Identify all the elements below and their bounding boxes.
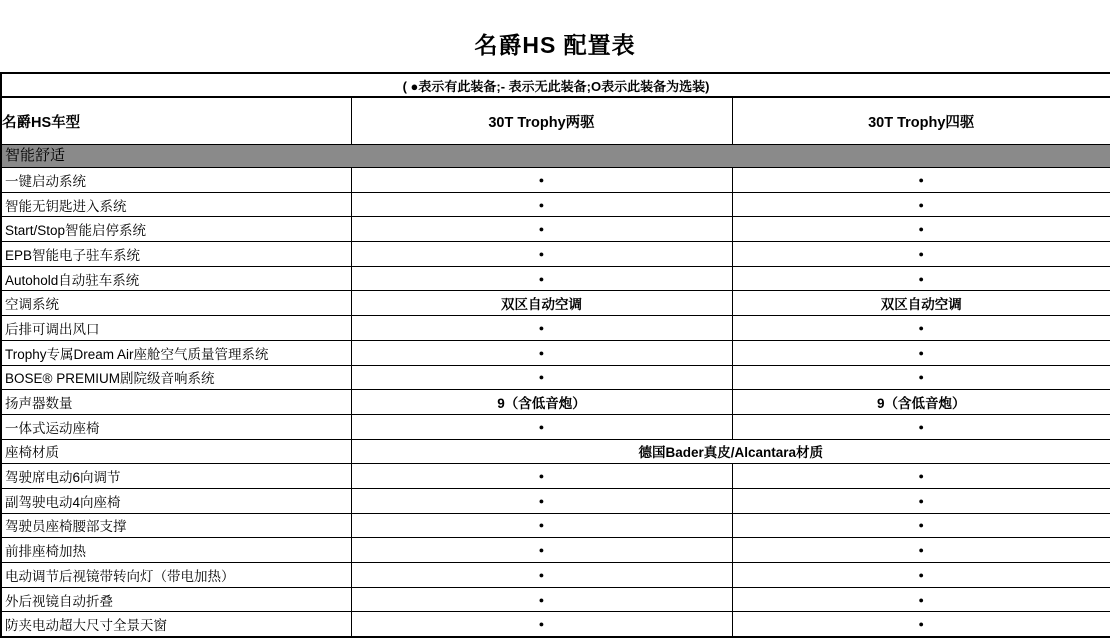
value-cell: ● (732, 217, 1110, 242)
value-cell: 9（含低音炮） (732, 390, 1110, 415)
section-header-label: 智能舒适 (1, 145, 1110, 168)
config-table (0, 72, 1110, 638)
table-row (1, 340, 1110, 365)
column-header-trim-4wd: 30T Trophy四驱 (732, 97, 1110, 145)
feature-cell: 电动调节后视镜带转向灯（带电加热） (1, 563, 351, 588)
column-header-trim-2wd: 30T Trophy两驱 (351, 97, 732, 145)
value-cell: ● (732, 242, 1110, 267)
value-cell: ● (351, 217, 732, 242)
table-row (1, 291, 1110, 316)
value-cell: ● (351, 563, 732, 588)
table-row (1, 587, 1110, 612)
feature-cell: 智能无钥匙进入系统 (1, 192, 351, 217)
table-row (1, 612, 1110, 637)
table-row (1, 217, 1110, 242)
value-cell: 9（含低音炮） (351, 390, 732, 415)
feature-cell: 防夹电动超大尺寸全景天窗 (1, 612, 351, 637)
feature-cell: Autohold自动驻车系统 (1, 266, 351, 291)
feature-cell: 外后视镜自动折叠 (1, 587, 351, 612)
value-cell: ● (732, 612, 1110, 637)
feature-cell: 驾驶员座椅腰部支撑 (1, 513, 351, 538)
value-cell: ● (732, 488, 1110, 513)
feature-cell: 一键启动系统 (1, 168, 351, 193)
value-cell: ● (351, 365, 732, 390)
value-cell: ● (732, 587, 1110, 612)
feature-cell: 副驾驶电动4向座椅 (1, 488, 351, 513)
value-cell: ● (732, 340, 1110, 365)
value-cell: ● (351, 266, 732, 291)
table-row (1, 513, 1110, 538)
column-header-model: 名爵HS车型 (1, 97, 351, 145)
section-row (1, 145, 1110, 168)
value-cell: ● (351, 242, 732, 267)
value-cell: ● (351, 538, 732, 563)
value-cell: ● (732, 266, 1110, 291)
table-row (1, 365, 1110, 390)
header-row (1, 97, 1110, 145)
table-row (1, 538, 1110, 563)
table-row (1, 242, 1110, 267)
legend-text: ( ●表示有此装备;- 表示无此装备;O表示此装备为选装) (1, 73, 1110, 97)
feature-cell: 前排座椅加热 (1, 538, 351, 563)
table-row (1, 464, 1110, 489)
value-cell: 双区自动空调 (351, 291, 732, 316)
feature-cell: 扬声器数量 (1, 390, 351, 415)
value-cell: ● (732, 365, 1110, 390)
value-cell: 双区自动空调 (732, 291, 1110, 316)
table-row (1, 414, 1110, 439)
feature-cell: Start/Stop智能启停系统 (1, 217, 351, 242)
table-row (1, 168, 1110, 193)
feature-cell: 后排可调出风口 (1, 316, 351, 341)
table-row (1, 390, 1110, 415)
value-cell: ● (732, 563, 1110, 588)
value-cell: ● (732, 464, 1110, 489)
table-row (1, 316, 1110, 341)
feature-cell: 一体式运动座椅 (1, 414, 351, 439)
feature-cell: 座椅材质 (1, 439, 351, 464)
value-cell: ● (351, 513, 732, 538)
table-row (1, 439, 1110, 464)
legend-row (1, 73, 1110, 97)
value-cell: ● (732, 513, 1110, 538)
merged-value-cell: 德国Bader真皮/Alcantara材质 (351, 439, 1110, 464)
value-cell: ● (351, 488, 732, 513)
value-cell: ● (732, 192, 1110, 217)
value-cell: ● (351, 587, 732, 612)
config-table-body (1, 168, 1110, 637)
feature-cell: 空调系统 (1, 291, 351, 316)
value-cell: ● (732, 538, 1110, 563)
table-row (1, 192, 1110, 217)
table-row (1, 488, 1110, 513)
value-cell: ● (351, 612, 732, 637)
feature-cell: BOSE® PREMIUM剧院级音响系统 (1, 365, 351, 390)
feature-cell: 驾驶席电动6向调节 (1, 464, 351, 489)
value-cell: ● (351, 168, 732, 193)
value-cell: ● (351, 414, 732, 439)
table-row (1, 563, 1110, 588)
feature-cell: Trophy专属Dream Air座舱空气质量管理系统 (1, 340, 351, 365)
value-cell: ● (351, 464, 732, 489)
value-cell: ● (351, 192, 732, 217)
feature-cell: EPB智能电子驻车系统 (1, 242, 351, 267)
page-title: 名爵HS 配置表 (474, 32, 636, 58)
value-cell: ● (351, 340, 732, 365)
value-cell: ● (732, 168, 1110, 193)
table-row (1, 266, 1110, 291)
value-cell: ● (732, 316, 1110, 341)
value-cell: ● (732, 414, 1110, 439)
value-cell: ● (351, 316, 732, 341)
